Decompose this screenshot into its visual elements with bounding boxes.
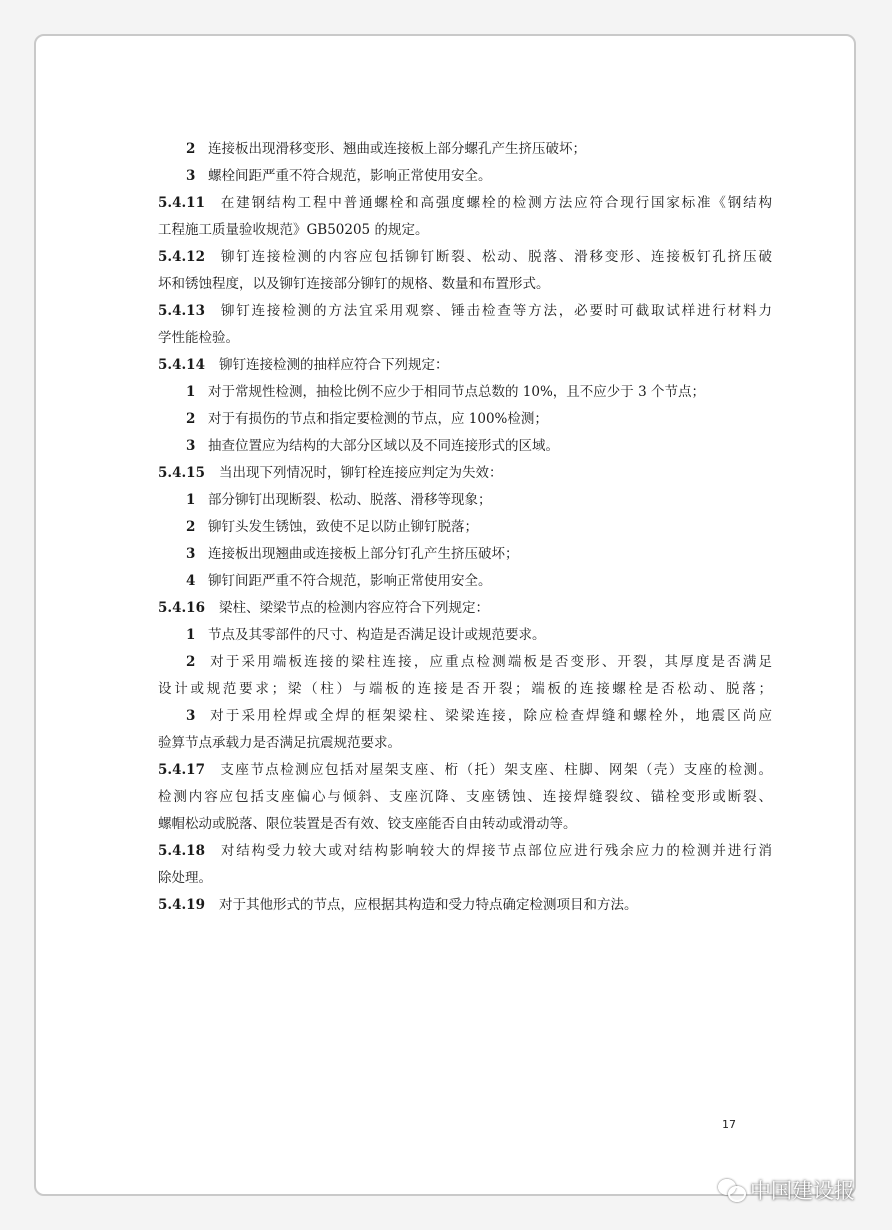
clause-line (158, 298, 772, 325)
list-item (158, 136, 772, 163)
line-text: 铆钉连接检测的内容应包括铆钉断裂、松动、脱落、滑移变形、连接板钉孔挤压破 (218, 249, 772, 265)
clause-number: 5.4.19 (158, 897, 205, 913)
document-page (34, 34, 856, 1196)
item-number: 3 (186, 438, 196, 454)
list-item (158, 568, 772, 595)
line-text: 支座节点检测应包括对屋架支座、桁（托）架支座、柱脚、网架（壳）支座的检测。 (218, 762, 772, 778)
list-item (158, 433, 772, 460)
list-item (158, 406, 772, 433)
list-item (158, 163, 772, 190)
line-text: 铆钉连接检测的方法宜采用观察、锤击检查等方法，必要时可截取试样进行材料力 (218, 303, 772, 319)
continuation-line (158, 271, 772, 298)
clause-number: 5.4.15 (158, 465, 205, 481)
line-text: 设计或规范要求；梁（柱）与端板的连接是否开裂；端板的连接螺栓是否松动、脱落； (158, 681, 772, 697)
page-number: 17 (722, 1118, 736, 1131)
list-item (158, 379, 772, 406)
item-number: 3 (186, 168, 196, 184)
document-body (158, 136, 772, 919)
wechat-icon (716, 1177, 746, 1203)
line-text: 螺栓间距严重不符合规范，影响正常使用安全。 (208, 168, 492, 184)
line-text: 学性能检验。 (158, 330, 239, 346)
item-number: 2 (186, 654, 196, 670)
line-text: 部分铆钉出现断裂、松动、脱落、滑移等现象； (208, 492, 492, 508)
line-text: 铆钉头发生锈蚀，致使不足以防止铆钉脱落； (208, 519, 478, 535)
line-text: 对结构受力较大或对结构影响较大的焊接节点部位应进行残余应力的检测并进行消 (218, 843, 772, 859)
line-text: 节点及其零部件的尺寸、构造是否满足设计或规范要求。 (208, 627, 546, 643)
item-number: 2 (186, 519, 196, 535)
clause-number: 5.4.13 (158, 303, 205, 319)
continuation-line (158, 784, 772, 811)
line-text: 连接板出现翘曲或连接板上部分钉孔产生挤压破坏； (208, 546, 519, 562)
item-number: 1 (186, 627, 196, 643)
line-text: 对于采用端板连接的梁柱连接，应重点检测端板是否变形、开裂，其厚度是否满足 (208, 654, 772, 670)
item-number: 2 (186, 141, 196, 157)
clause-line (158, 595, 772, 622)
line-text: 连接板出现滑移变形、翘曲或连接板上部分螺孔产生挤压破坏； (208, 141, 586, 157)
clause-number: 5.4.18 (158, 843, 205, 859)
line-text: 对于采用栓焊或全焊的框架梁柱、梁梁连接，除应检查焊缝和螺栓外，地震区尚应 (208, 708, 772, 724)
clause-line (158, 460, 772, 487)
line-text: 铆钉间距严重不符合规范，影响正常使用安全。 (208, 573, 492, 589)
line-text: 在建钢结构工程中普通螺栓和高强度螺栓的检测方法应符合现行国家标准《钢结构 (218, 195, 772, 211)
list-item (158, 622, 772, 649)
continuation-line (158, 325, 772, 352)
line-text: 抽查位置应为结构的大部分区域以及不同连接形式的区域。 (208, 438, 559, 454)
line-text: 对于其他形式的节点，应根据其构造和受力特点确定检测项目和方法。 (218, 897, 638, 913)
continuation-line (158, 730, 772, 757)
item-number: 1 (186, 492, 196, 508)
list-item (158, 541, 772, 568)
continuation-line (158, 811, 772, 838)
clause-line (158, 352, 772, 379)
line-text: 检测内容应包括支座偏心与倾斜、支座沉降、支座锈蚀、连接焊缝裂纹、锚栓变形或断裂、 (158, 789, 772, 805)
clause-number: 5.4.14 (158, 357, 205, 373)
line-text: 对于有损伤的节点和指定要检测的节点，应 100%检测； (208, 411, 548, 427)
line-text: 铆钉连接检测的抽样应符合下列规定： (218, 357, 449, 373)
clause-number: 5.4.16 (158, 600, 205, 616)
list-item (158, 649, 772, 676)
list-item (158, 487, 772, 514)
item-number: 3 (186, 546, 196, 562)
line-text: 螺帽松动或脱落、限位装置是否有效、铰支座能否自由转动或滑动等。 (158, 816, 577, 832)
clause-line (158, 190, 772, 217)
continuation-line (158, 217, 772, 244)
clause-number: 5.4.17 (158, 762, 205, 778)
item-number: 4 (186, 573, 196, 589)
line-text: 坏和锈蚀程度，以及铆钉连接部分铆钉的规格、数量和布置形式。 (158, 276, 550, 292)
item-number: 3 (186, 708, 196, 724)
list-item (158, 703, 772, 730)
line-text: 当出现下列情况时，铆钉栓连接应判定为失效： (218, 465, 503, 481)
watermark (716, 1175, 855, 1205)
clause-number: 5.4.12 (158, 249, 205, 265)
continuation-line (158, 865, 772, 892)
line-text: 梁柱、梁梁节点的检测内容应符合下列规定： (218, 600, 489, 616)
clause-line (158, 892, 772, 919)
line-text: 除处理。 (158, 870, 212, 886)
line-text: 工程施工质量验收规范》GB50205 的规定。 (158, 222, 429, 238)
clause-line (158, 244, 772, 271)
clause-line (158, 757, 772, 784)
watermark-text: 中国建设报 (750, 1179, 855, 1203)
item-number: 1 (186, 384, 196, 400)
line-text: 对于常规性检测，抽检比例不应少于相同节点总数的 10%，且不应少于 3 个节点； (208, 384, 705, 400)
item-number: 2 (186, 411, 196, 427)
clause-number: 5.4.11 (158, 195, 205, 211)
clause-line (158, 838, 772, 865)
line-text: 验算节点承载力是否满足抗震规范要求。 (158, 735, 401, 751)
continuation-line (158, 676, 772, 703)
list-item (158, 514, 772, 541)
